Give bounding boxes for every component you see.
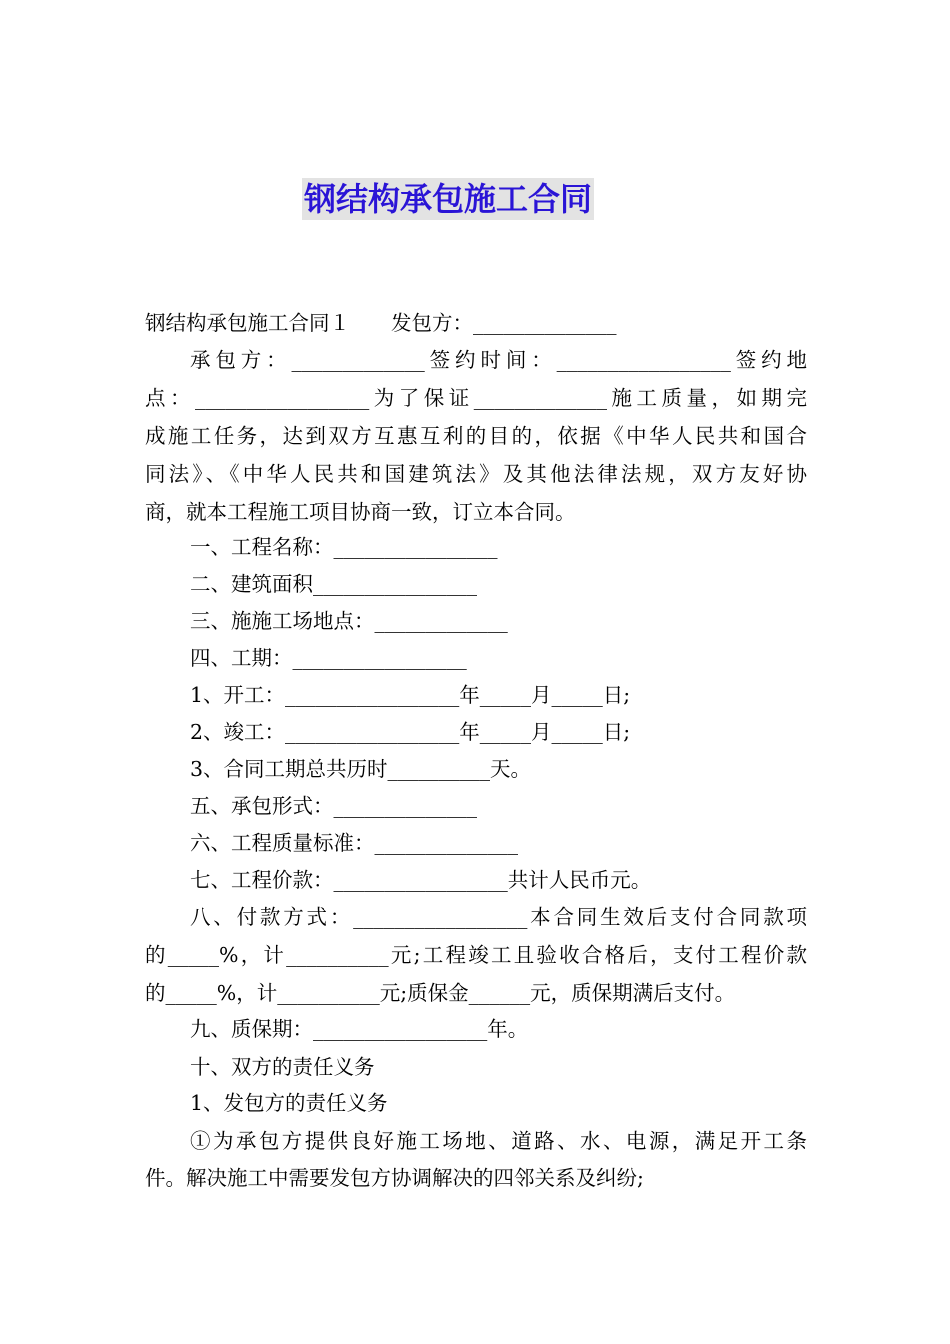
clause-site-location: 三、施施工场地点：_____________ (190, 609, 508, 633)
clause-completion-date: 2、竣工：_________________年_____月_____日; (190, 720, 631, 744)
clause-total-days: 3、合同工期总共历时__________天。 (190, 757, 532, 781)
clause-price: 七、工程价款：_________________共计人民币元。 (190, 868, 652, 892)
clause-quality-standard: 六、工程质量标准：______________ (190, 831, 518, 855)
paragraph-line: 成施工任务，达到双方互惠互利的目的，依据《中华人民共和国合 (145, 424, 807, 448)
clause-duration: 四、工期：_________________ (190, 646, 467, 670)
clause-building-area: 二、建筑面积________________ (190, 572, 477, 596)
clause-warranty: 九、质保期：_________________年。 (190, 1017, 529, 1041)
clause-responsibilities: 十、双方的责任义务 (190, 1055, 375, 1079)
clause-payment: 八、付款方式：_________________本合同生效后支付合同款项 (190, 905, 807, 929)
contract-intro-line: 钢结构承包施工合同１ 发包方：______________ (145, 311, 617, 335)
clause-employer-duties: 1、发包方的责任义务 (190, 1091, 388, 1115)
clause-contract-form: 五、承包形式：______________ (190, 794, 477, 818)
clause-payment-cont: 的_____%，计__________元;质保金______元，质保期满后支付。 (145, 981, 736, 1005)
paragraph-line: ①为承包方提供良好施工场地、道路、水、电源，满足开工条 (190, 1129, 807, 1153)
clause-payment-cont: 的_____%，计__________元;工程竣工且验收合格后，支付工程价款 (145, 943, 807, 967)
paragraph-line: 点：_________________为了保证_____________施工质量，如期完 (145, 386, 807, 410)
document-title: 钢结构承包施工合同 (304, 180, 593, 218)
clause-project-name: 一、工程名称：________________ (190, 535, 498, 559)
paragraph-line: 商，就本工程施工项目协商一致，订立本合同。 (145, 500, 576, 524)
paragraph-line: 承包方：_____________签约时间：_________________签约地 (190, 348, 807, 372)
paragraph-line: 同法》、《中华人民共和国建筑法》及其他法律法规，双方友好协 (145, 462, 807, 486)
clause-start-date: 1、开工：_________________年_____月_____日; (190, 683, 631, 707)
paragraph-line: 件。解决施工中需要发包方协调解决的四邻关系及纠纷; (145, 1166, 644, 1190)
